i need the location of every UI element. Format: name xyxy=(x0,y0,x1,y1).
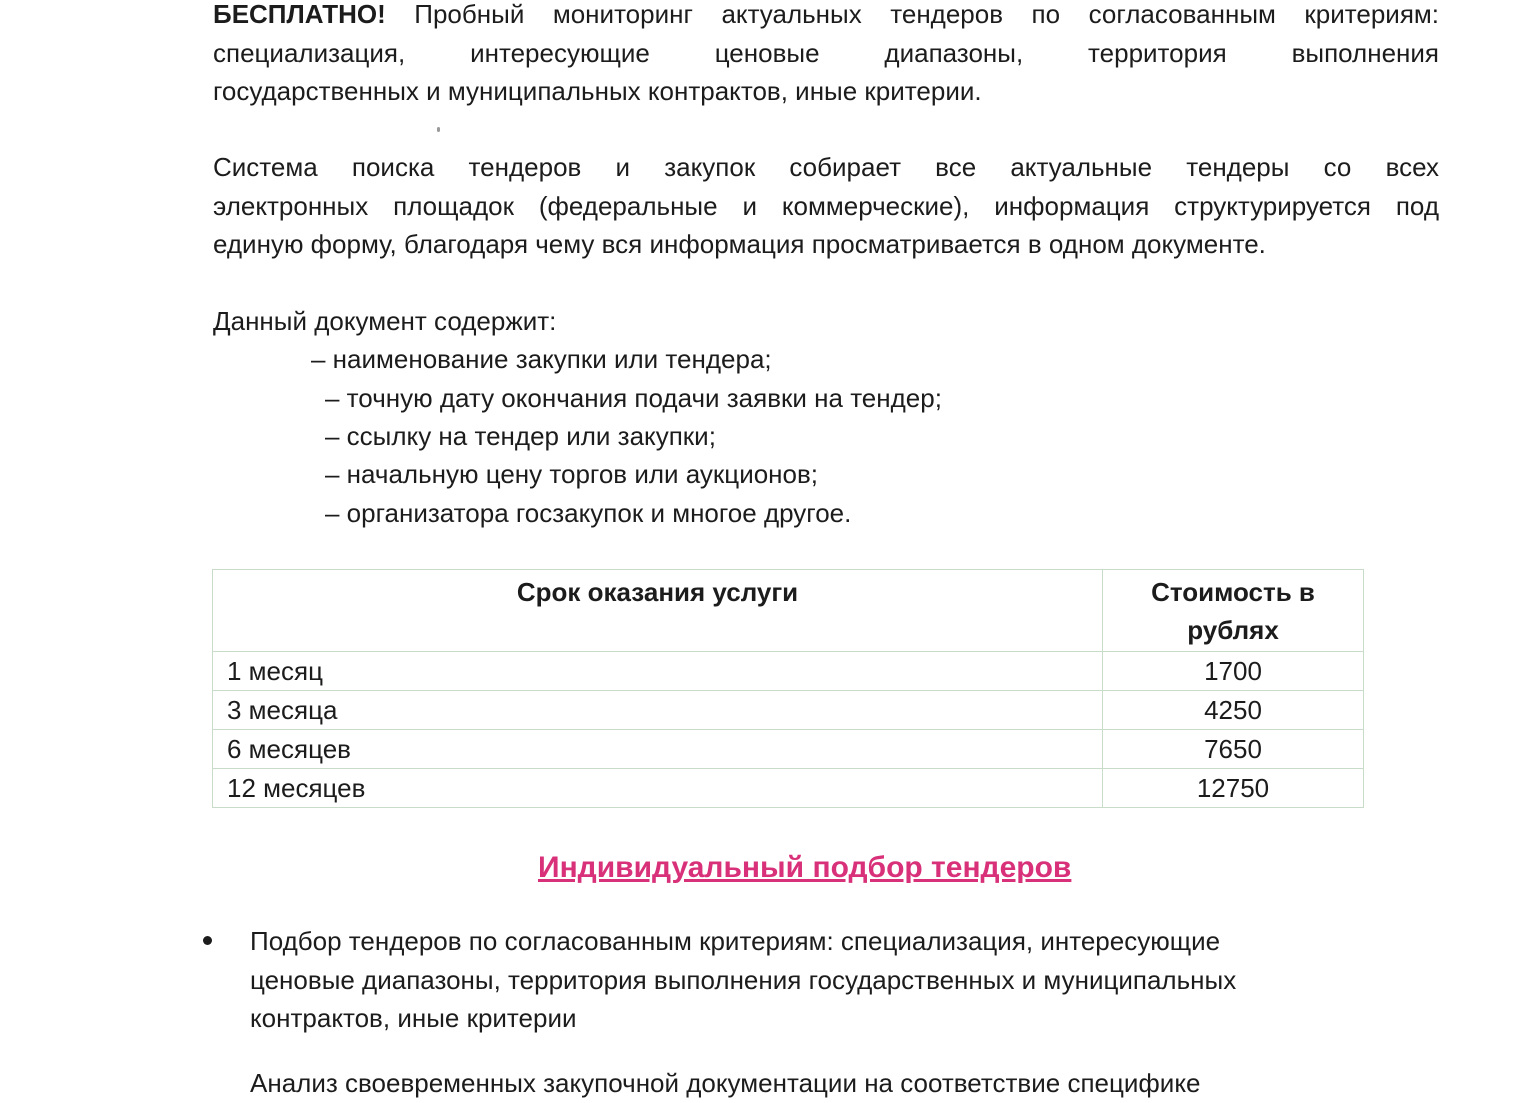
contents-item: – ссылку на тендер или закупки; xyxy=(325,421,716,451)
term-cell: 12 месяцев xyxy=(213,769,1103,808)
section-heading: Индивидуальный подбор тендеров xyxy=(538,851,1072,884)
table-header-row xyxy=(213,570,1364,652)
bullet-line: контрактов, иные критерии xyxy=(250,1003,577,1033)
bullet-line: Подбор тендеров по согласованным критериям: специализация, интересующие xyxy=(250,926,1221,956)
free-trial-paragraph xyxy=(213,0,1439,111)
paragraph-line: специализация, интересующие ценовые диапазоны, территория выполнения xyxy=(213,37,1439,68)
paragraph-line: государственных и муниципальных контрактов, иные критерии. xyxy=(213,76,982,106)
term-cell: 1 месяц xyxy=(213,652,1103,691)
paragraph-line: единую форму, благодаря чему вся информация просматривается в одном документе. xyxy=(213,229,1266,259)
scan-speck xyxy=(437,127,440,132)
header-cost: Стоимость в рублях xyxy=(1103,570,1364,652)
free-label: БЕСПЛАТНО! xyxy=(213,0,386,29)
contents-item: – точную дату окончания подачи заявки на тендер; xyxy=(325,383,942,413)
contents-item: – организатора госзакупок и многое другое. xyxy=(325,498,852,528)
cost-cell: 1700 xyxy=(1103,652,1364,691)
paragraph-line: Система поиска тендеров и закупок собирает все актуальные тендеры со всех xyxy=(213,152,1439,182)
paragraph-line: электронных площадок (федеральные и коммерческие), информация структурируется под xyxy=(213,190,1439,221)
cost-cell: 7650 xyxy=(1103,730,1364,769)
contents-item: – начальную цену торгов или аукционов; xyxy=(325,459,819,489)
paragraph-line: Пробный мониторинг актуальных тендеров по согласованным критериям: xyxy=(385,0,1439,29)
table-row xyxy=(213,769,1364,808)
bullet-line: ценовые диапазоны, территория выполнения государственных и муниципальных xyxy=(250,964,1237,995)
cutoff-text-line: Анализ своевременных закупочной документации на соответствие специфике xyxy=(250,1068,1201,1098)
bullet-item xyxy=(250,922,1370,1038)
term-cell: 6 месяцев xyxy=(213,730,1103,769)
table-row xyxy=(213,730,1364,769)
cost-cell: 4250 xyxy=(1103,691,1364,730)
search-system-paragraph xyxy=(213,148,1439,264)
price-table xyxy=(212,569,1364,808)
header-term: Срок оказания услуги xyxy=(213,570,1103,652)
cost-cell: 12750 xyxy=(1103,769,1364,808)
term-cell: 3 месяца xyxy=(213,691,1103,730)
contents-item: – наименование закупки или тендера; xyxy=(311,344,772,374)
document-contents-intro: Данный документ содержит: xyxy=(213,306,557,336)
table-row xyxy=(213,652,1364,691)
table-row xyxy=(213,691,1364,730)
bullet-icon xyxy=(200,932,212,944)
